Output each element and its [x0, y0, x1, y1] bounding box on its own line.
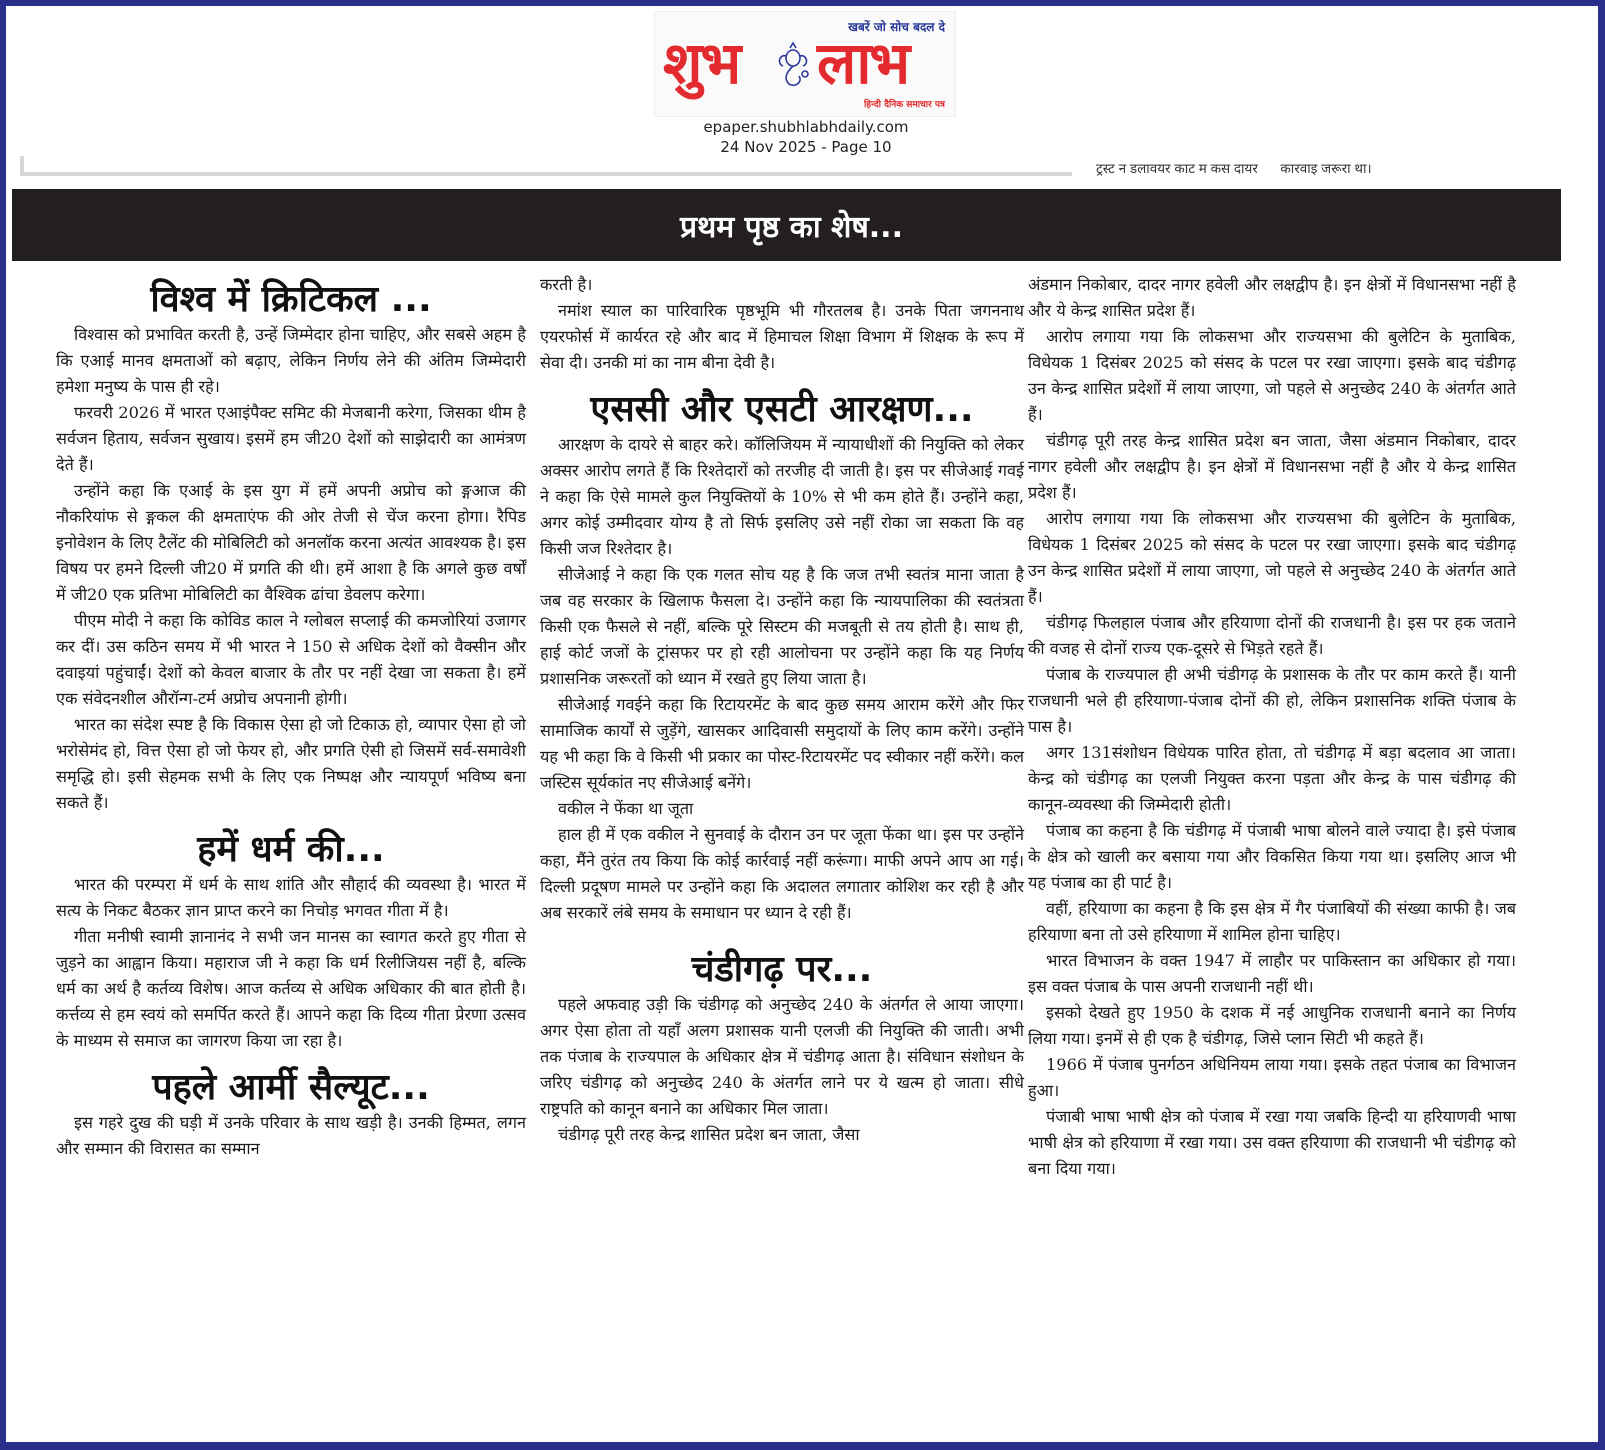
paragraph: चंडीगढ़ फिलहाल पंजाब और हरियाणा दोनों की राजधानी है। इस पर हक जताने की वजह से दोनों राज्य एक-दूसरे से भिड़ते रहते हैं। [1028, 613, 1516, 658]
headline-sc-st-reservation[interactable]: एससी और एसटी आरक्षण... [590, 389, 974, 430]
section-banner [12, 189, 1561, 261]
masthead-logo[interactable] [654, 11, 956, 117]
paragraph: पहले अफवाह उड़ी कि चंडीगढ़ को अनुच्छेद 240 के अंतर्गत ले आया जाएगा। अगर ऐसा होता तो यहाँ अलग प्रशासक यानी एलजी की नियुक्ति की जाती। अभी तक पंजाब के राज्यपाल के अधिकार क्षेत्र में चंडीगढ़ आता है। संविधान संशोधन के जरिए चंडीगढ़ को अनुच्छेद 240 के अंतर्गत लाने पर ये खत्म हो जाता। सीधे राष्ट्रपति को कानून बनाने का अधिकार मिल जाता। [540, 995, 1024, 1118]
epaper-page [6, 6, 1598, 1442]
paragraph: आरक्षण के दायरे से बाहर करे। कॉलिजियम में न्यायाधीशों की नियुक्ति को लेकर अक्सर आरोप लगते हैं कि रिश्तेदारों को तरजीह दी जाती है। इस पर सीजेआई गवई ने कहा कि ऐसे मामले कुल नियुक्तियों के 10% से भी कम होते हैं। उन्होंने कहा, अगर कोई उम्मीदवार योग्य है तो सिर्फ इसलिए उसे नहीं रोका जा सकता कि वह किसी जज रिश्तेदार है। [540, 435, 1024, 558]
paragraph: विश्वास को प्रभावित करती है, उन्हें जिम्मेदार होना चाहिए, और सबसे अहम है कि एआई मानव क्षमताओं को बढ़ाए, लेकिन निर्णय लेने की अंतिम जिम्मेदारी हमेशा मनुष्य के पास ही रहे। [56, 325, 526, 396]
paragraph: आरोप लगाया गया कि लोकसभा और राज्यसभा की बुलेटिन के मुताबिक, विधेयक 1 दिसंबर 2025 को संसद के पटल पर रखा जाएगा। इसके बाद चंडीगढ़ उन केन्द्र शासित प्रदेशों में लाया जाएगा, जो पहले से अनुच्छेद 240 के अंतर्गत आते हैं। [1028, 327, 1516, 424]
paragraph: चंडीगढ़ पूरी तरह केन्द्र शासित प्रदेश बन जाता, जैसा [558, 1125, 860, 1144]
ganesh-icon [773, 42, 813, 88]
paragraph: चंडीगढ़ पूरी तरह केन्द्र शासित प्रदेश बन जाता, जैसा अंडमान निकोबार, दादर नागर हवेली और लक्षद्वीप है। इन क्षेत्रों में विधानसभा नहीं है और ये केन्द्र शासित प्रदेश हैं। [1028, 431, 1516, 502]
section-banner-title: प्रथम पृष्ठ का शेष... [680, 209, 903, 245]
paragraph: इसको देखते हुए 1950 के दशक में नई आधुनिक राजधानी बनाने का निर्णय लिया गया। इनमें से ही एक है चंडीगढ़, जिसे प्लान सिटी भी कहते हैं। [1028, 1003, 1516, 1048]
subheading-lawyer-shoe: वकील ने फेंका था जूता [558, 799, 694, 818]
edition-date-page: 24 Nov 2025 - Page 10 [720, 138, 892, 156]
logo-word-labh: लाभ [817, 29, 909, 97]
paragraph: भारत का संदेश स्पष्ट है कि विकास ऐसा हो जो टिकाऊ हो, व्यापार ऐसा हो जो भरोसेमंद हो, वित्त ऐसा हो जो फेयर हो, और प्रगति ऐसी हो जिसमें सर्व-समावेशी समृद्धि हो। इसी सेहमक सभी के लिए एक निष्पक्ष और न्यायपूर्ण भविष्य बना सकते हैं। [56, 715, 526, 812]
article-column-2 [540, 272, 1024, 1148]
paragraph: फरवरी 2026 में भारत एआइंपैक्ट समिट की मेजबानी करेगा, जिसका थीम है सर्वजन हिताय, सर्वजन सुखाय। इसमें हम जी20 देशों को साझेदारी का आमंत्रण देते हैं। [56, 403, 526, 474]
header-divider [20, 156, 1072, 176]
headline-army-salute[interactable]: पहले आर्मी सैल्यूट... [152, 1067, 430, 1108]
paragraph: सीजेआई गवईने कहा कि रिटायरमेंट के बाद कुछ समय आराम करेंगे और फिर सामाजिक कार्यों से जुड़ेंगे, खासकर आदिवासी समुदायों के लिए काम करेंगे। उन्होंने यह भी कहा कि वे किसी भी प्रकार का पोस्ट-रिटायरमेंट पद स्वीकार नहीं करेंगे। कल जस्टिस सूर्यकांत नए सीजेआई बनेंगे। [540, 695, 1024, 792]
paragraph: पंजाबी भाषा भाषी क्षेत्र को पंजाब में रखा गया जबकि हिन्दी या हरियाणवी भाषा भाषी क्षेत्र को हरियाणा में रखा गया। उस वक्त हरियाणा की राजधानी भी चंडीगढ़ को बना दिया गया। [1028, 1107, 1516, 1178]
paragraph: पंजाब का कहना है कि चंडीगढ़ में पंजाबी भाषा बोलने वाले ज्यादा है। इसे पंजाब के क्षेत्र को खाली कर बसाया गया और विकसित किया गया था। इसलिए आज भी यह पंजाब का ही पार्ट है। [1028, 821, 1516, 892]
paragraph: हाल ही में एक वकील ने सुनवाई के दौरान उन पर जूता फेंका था। इस पर उन्होंने कहा, मैंने तुरंत तय किया कि कोई कार्रवाई नहीं करूंगा। माफी अपने आप आ गई। दिल्ली प्रदूषण मामले पर उन्होंने कहा कि अदालत लगातार कोशिश कर रही है और अब सरकारें लंबे समय के समाधान पर ध्यान दे रही हैं। [540, 825, 1024, 922]
logo-word-shubh: शुभ [663, 29, 740, 97]
paragraph: नमांश स्याल का पारिवारिक पृष्ठभूमि भी गौरतलब है। उनके पिता जगननाथ एयरफोर्स में कार्यरत रहे और बाद में हिमाचल शिक्षा विभाग में शिक्षक के रूप में सेवा दी। उनकी मां का नाम बीना देवी है। [540, 301, 1024, 372]
paragraph: पीएम मोदी ने कहा कि कोविड काल ने ग्लोबल सप्लाई की कमजोरियां उजागर कर दीं। उस कठिन समय में भी भारत ने 150 से अधिक देशों को वैक्सीन और दवाइयां पहुंचाईं। देशों को केवल बाजार के तौर पर नहीं देखा जा सकता है। हमें एक संवेदनशील औरॉन्ग-टर्म अप्रोच अपनानी होगी। [56, 611, 526, 708]
paragraph: वहीं, हरियाणा का कहना है कि इस क्षेत्र में गैर पंजाबियों की संख्या काफी है। जब हरियाणा बना तो उसे हरियाणा में शामिल होना चाहिए। [1028, 899, 1516, 944]
masthead-tagline: खबरें जो सोच बदल दे [848, 20, 945, 34]
paragraph: भारत विभाजन के वक्त 1947 में लाहौर पर पाकिस्तान का अधिकार हो गया। इस वक्त पंजाब के पास अपनी राजधानी नहीं थी। [1028, 951, 1516, 996]
article-column-1 [56, 274, 526, 1162]
paragraph: सीजेआई ने कहा कि एक गलत सोच यह है कि जज तभी स्वतंत्र माना जाता है जब वह सरकार के खिलाफ फैसला दे। उन्होंने कहा कि न्यायपालिका की स्वतंत्रता किसी एक फैसले से नहीं, बल्कि पूरे सिस्टम की मजबूती से तय होती है। साथ ही, हाई कोर्ट जजों के ट्रांसफर पर हो रही आलोचना पर उन्होंने कहा कि यह निर्णय प्रशासनिक जरूरतों को ध्यान में रखते हुए लिया जाता है। [540, 565, 1024, 688]
paragraph: अगर 131संशोधन विधेयक पारित होता, तो चंडीगढ़ में बड़ा बदलाव आ जाता। केन्द्र को चंडीगढ़ का एलजी नियुक्त करना पड़ता और केन्द्र के पास चंडीगढ़ की कानून-व्यवस्था की जिम्मेदारी होती। [1028, 743, 1516, 814]
paragraph: पंजाब के राज्यपाल ही अभी चंडीगढ़ के प्रशासक के तौर पर काम करते हैं। यानी राजधानी भले ही हरियाणा-पंजाब दोनों की हो, लेकिन प्रशासनिक शक्ति पंजाब के पास है। [1028, 665, 1516, 736]
paragraph: करती है। [540, 275, 593, 294]
paragraph: उन्होंने कहा कि एआई के इस युग में हमें अपनी अप्रोच को ङ्गआज की नौकरियांफ से ङ्गकल की क्षमताएंफ की ओर तेजी से चेंज करना होगा। रैपिड इनोवेशन के लिए टैलेंट की मोबिलिटी को अनलॉक करना अत्यंत आवश्यक है। इस विषय पर हमने दिल्ली जी20 में प्रगति की थी। हमें आशा है कि अगले कुछ वर्षों में जी20 एक प्रतिभा मोबिलिटी का वैश्विक ढांचा डेवलप करेगा। [56, 481, 526, 604]
paragraph: इस गहरे दुख की घड़ी में उनके परिवार के साथ खड़ी है। उनकी हिम्मत, लगन और सम्मान की विरासत का सम्मान [56, 1113, 526, 1158]
paragraph: 1966 में पंजाब पुनर्गठन अधिनियम लाया गया। इसके तहत पंजाब का विभाजन हुआ। [1028, 1055, 1516, 1100]
paragraph: गीता मनीषी स्वामी ज्ञानानंद ने सभी जन मानस का स्वागत करते हुए गीता से जुड़ने का आह्वान किया। महाराज जी ने कहा कि धर्म रिलीजियस नहीं है, बल्कि धर्म का अर्थ है कर्तव्य विशेष। आज कर्तव्य से अधिक अधिकार की बात होती है। कर्त्तव्य से हम स्वयं को समर्पित करते हैं। आपने कहा कि दिव्य गीता प्रेरणा उत्सव के माध्यम से समाज का जागरण किया जा रहा है। [56, 927, 526, 1050]
article-column-3 [1028, 272, 1516, 1182]
masthead-subtitle: हिन्दी दैनिक समाचार पत्र [863, 100, 945, 110]
top-text-snippet: ट्रस्ट न डलावयर काट म कस दायर कारवाइ जरूरा था। [1096, 161, 1372, 176]
paragraph: आरोप लगाया गया कि लोकसभा और राज्यसभा की बुलेटिन के मुताबिक, विधेयक 1 दिसंबर 2025 को संसद के पटल पर रखा जाएगा। इसके बाद चंडीगढ़ उन केन्द्र शासित प्रदेशों में लाया जाएगा, जो पहले से अनुच्छेद 240 के अंतर्गत आते हैं। [1028, 509, 1516, 606]
headline-vishwa-critical[interactable]: विश्व में क्रिटिकल ... [150, 279, 432, 320]
headline-hamein-dharm[interactable]: हमें धर्म की... [197, 829, 385, 870]
headline-chandigarh[interactable]: चंडीगढ़ पर... [691, 949, 873, 990]
paragraph: अंडमान निकोबार, दादर नागर हवेली और लक्षद्वीप है। इन क्षेत्रों में विधानसभा नहीं है और ये केन्द्र शासित प्रदेश हैं। [1028, 275, 1516, 320]
site-url[interactable]: epaper.shubhlabhdaily.com [703, 118, 909, 136]
paragraph: भारत की परम्परा में धर्म के साथ शांति और सौहार्द की व्यवस्था है। भारत में सत्य के निकट बैठकर ज्ञान प्राप्त करने का निचोड़ भगवत गीता में है। [56, 875, 526, 920]
